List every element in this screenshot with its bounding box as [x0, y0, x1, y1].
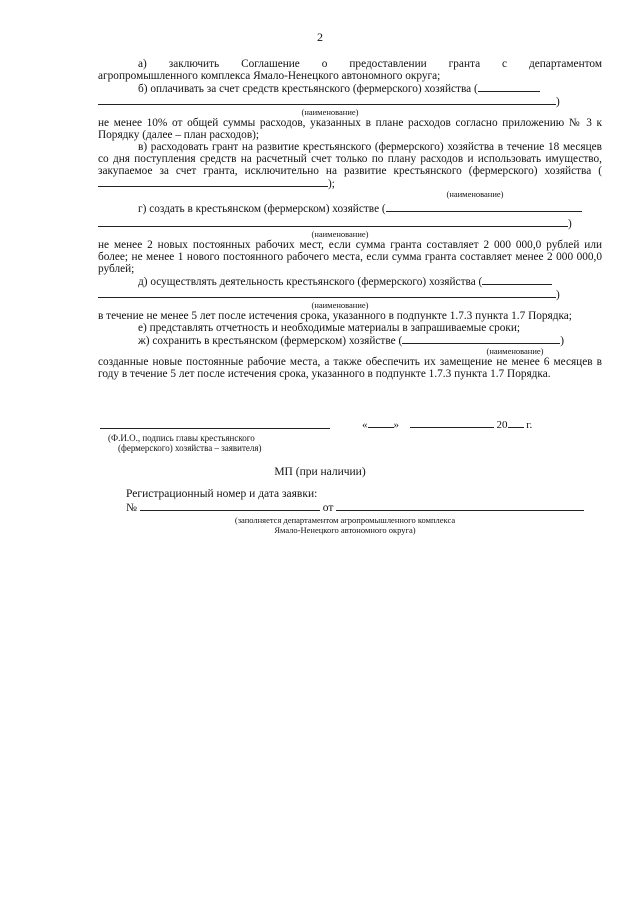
item-d-line2: в течение не менее 5 лет после истечения срока, указанного в подпункте 1.7.3 пункта 1.7 Порядка;	[98, 310, 572, 322]
signature-caption-2: (фермерского) хозяйства – заявителя)	[118, 443, 262, 453]
item-zh-line2: созданные новые постоянные рабочие места, а также обеспечить их замещение не менее 6 месяцев в году в течение 5 лет после истечения срока, указанного в подпункте 1.7.3 пункта 1.7 Порядка.	[98, 356, 602, 380]
item-v-end: );	[328, 178, 335, 190]
name-blank-g1	[386, 202, 582, 212]
item-v-body: в) расходовать грант на развитие крестьянского (фермерского) хозяйства в течение 18 месяцев со дня поступления средств на расчетный счет только по плану расходов и использовать имущество, закупаемое за счет гранта, исключительно на развитие крестьянского (фермерского) хозяйства (	[98, 141, 602, 177]
item-v-text	[98, 141, 602, 190]
stamp-label: МП (при наличии)	[274, 466, 366, 478]
name-blank-b1	[478, 82, 540, 92]
item-v-caption: (наименование)	[446, 189, 504, 199]
name-blank-v	[98, 177, 328, 187]
day-blank	[368, 418, 394, 428]
date-open-quote: «	[362, 419, 368, 431]
item-d-line1	[98, 275, 602, 288]
item-b-line2: не менее 10% от общей суммы расходов, указанных в плане расходов согласно приложению № 3 к Порядку (далее – план расходов);	[98, 117, 602, 141]
name-blank-zh	[402, 334, 560, 344]
registration-date-blank	[336, 501, 584, 511]
name-blank-d2	[98, 288, 556, 298]
item-b-caption: (наименование)	[301, 107, 359, 117]
item-g-text: г) создать в крестьянском (фермерском) хозяйстве (	[138, 203, 386, 215]
close-paren-b: )	[556, 96, 560, 108]
registration-caption	[200, 515, 490, 535]
signature-line	[100, 428, 330, 429]
from-label: от	[322, 502, 334, 514]
year-prefix: 20	[496, 419, 508, 431]
registration-title: Регистрационный номер и дата заявки:	[126, 488, 318, 500]
name-blank-d1	[482, 275, 552, 285]
year-blank	[508, 418, 524, 428]
registration-caption-1: (заполняется департаментом агропромышленного комплекса	[234, 515, 456, 525]
registration-number-blank	[140, 501, 320, 511]
close-paren-d: )	[556, 289, 560, 301]
registration-fields	[126, 501, 584, 514]
name-blank-g2	[98, 217, 568, 227]
obligations-list	[98, 58, 602, 380]
registration-caption-2: Ямало-Ненецкого автономного округа)	[274, 525, 416, 535]
item-g-caption: (наименование)	[311, 229, 369, 239]
close-paren-zh: )	[560, 335, 564, 347]
item-b-text: б) оплачивать за счет средств крестьянского (фермерского) хозяйства (	[138, 83, 478, 95]
date-field	[362, 418, 532, 431]
item-b-line1	[98, 82, 602, 95]
signature-caption-1: (Ф.И.О., подпись главы крестьянского	[108, 433, 255, 443]
number-label: №	[126, 502, 137, 514]
item-a-line2: агропромышленного комплекса Ямало-Ненецкого автономного округа;	[98, 70, 441, 82]
close-paren-g: )	[568, 218, 572, 230]
item-e: е) представлять отчетность и необходимые материалы в запрашиваемые сроки;	[138, 322, 521, 334]
item-zh-caption: (наименование)	[486, 346, 544, 356]
page-number: 2	[317, 30, 323, 44]
item-d-caption: (наименование)	[311, 300, 369, 310]
item-d-text: д) осуществлять деятельность крестьянского (фермерского) хозяйства (	[138, 276, 483, 288]
date-close-quote: »	[393, 419, 399, 431]
item-a-line1: а) заключить Соглашение о предоставлении гранта с департаментом	[138, 58, 602, 70]
year-suffix: г.	[526, 419, 533, 431]
item-g-line1	[98, 202, 602, 215]
item-zh-text: ж) сохранить в крестьянском (фермерском) хозяйстве (	[138, 335, 403, 347]
name-blank-b2	[98, 95, 556, 105]
item-g-line2: не менее 2 новых постоянных рабочих мест, если сумма гранта составляет 2 000 000,0 рублей или более; не менее 1 нового постоянного рабочего места, если сумма гранта составляет менее 2 000 000,0 рублей;	[98, 239, 602, 275]
month-blank	[410, 418, 494, 428]
